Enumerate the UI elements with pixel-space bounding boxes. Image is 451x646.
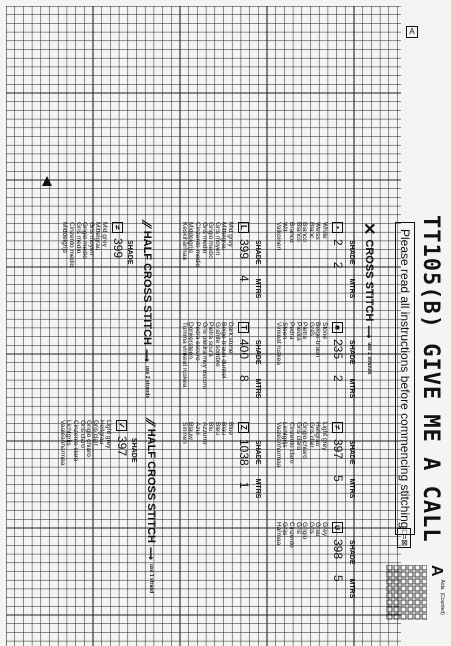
mtrs-column-label: MTRS: [254, 278, 261, 299]
shade-name: Gris piedra muy oscuro: [200, 322, 208, 390]
shade-name: Gris medio: [200, 222, 208, 254]
shade-symbol: ■: [333, 322, 344, 333]
shade-name: Hellgrau: [314, 422, 322, 447]
shade-name: Grey: [321, 522, 328, 537]
shade-number: 400: [237, 339, 251, 360]
shade-name: Grigio chiaro: [85, 420, 93, 457]
half-cross-left-shade-label: SHADE: [126, 240, 133, 265]
shade-metres: 1: [237, 481, 251, 489]
half-cross-left-row: [111, 222, 125, 258]
needle-icon: ⟿: [146, 546, 157, 560]
shade-name: Cinzento medio: [68, 222, 76, 268]
shade-name: Vinkeat ruskea: [274, 322, 282, 365]
cross-stitch-shade-block: [274, 422, 355, 498]
shade-name: Blauw: [187, 422, 195, 440]
shade-name: Grijs: [281, 522, 289, 536]
pattern-title: TT105(B) GIVE ME A CALL: [418, 215, 443, 543]
shade-name: Blanco: [294, 222, 302, 242]
shade-name: Harmaa: [274, 522, 282, 546]
cross-stitch-shade-block: [180, 222, 261, 298]
half-cross-right-strands-note: use 1 strand: [148, 563, 154, 594]
shade-name: Blu: [207, 422, 215, 432]
shade-name: Lichtgrijs: [65, 420, 73, 446]
cross-stitch-heading: CROSS STITCH: [363, 239, 375, 322]
shade-name: Light grey: [321, 422, 328, 451]
shade-name: Gris claro: [294, 422, 302, 450]
shade-metres: 2: [331, 261, 345, 269]
shade-name: Mid grey: [101, 222, 108, 247]
half-cross-right-row: [115, 420, 129, 456]
aida-letter: A: [428, 565, 445, 577]
shade-symbol: ∪: [333, 522, 344, 533]
shade-name: Middelgrijs: [187, 222, 195, 254]
shade-name: Light grey: [105, 420, 112, 449]
shade-name: Vaaleanharmaa: [58, 420, 66, 466]
shade-names: [180, 422, 233, 498]
half-cross-right-shade-label: SHADE: [130, 438, 137, 463]
shade-name: Beige-braun dunkel: [220, 322, 228, 379]
shade-name: Azzurro: [200, 422, 208, 445]
aida-block: [378, 565, 445, 621]
shade-metres: 2: [331, 375, 345, 382]
shade-name: Blau: [220, 422, 228, 436]
shade-symbol: T: [239, 322, 250, 333]
shade-name: Dark stone: [227, 322, 234, 354]
mtrs-column-label: MTRS: [348, 478, 355, 499]
mtrs-column-label: MTRS: [348, 578, 355, 599]
shade-name: Gris moyen: [213, 222, 221, 256]
shade-name: Grigio: [301, 522, 309, 540]
shade-name: Blue: [227, 422, 234, 436]
shade-names: [274, 422, 327, 498]
shade-name: Pedra escuro: [194, 322, 202, 361]
shade-symbol: ≠: [113, 222, 124, 233]
shade-name: Cinzento claro: [72, 420, 80, 462]
shade-name: Grigio medio: [207, 222, 215, 259]
shade-symbol: •: [333, 222, 344, 233]
shade-names: [274, 522, 327, 598]
shade-name: Granite sombre: [213, 322, 221, 367]
half-cross-right-names: [58, 420, 111, 465]
shade-name: Branco: [288, 222, 296, 243]
aida-label: Aida: [439, 579, 445, 590]
cross-stitch-shade-block: [180, 422, 261, 498]
shade-name: Gris medio: [74, 222, 82, 254]
shade-names: [180, 222, 233, 298]
shade-number: 235: [331, 339, 345, 360]
shade-name: Grès: [307, 322, 315, 337]
shade-name: Grigio chiaro: [301, 422, 309, 459]
shade-name: Middelgrijs: [61, 222, 69, 254]
shade-name: Steen: [281, 322, 289, 339]
shade-name: Cinzento medio: [194, 222, 202, 268]
cross-stitch-key-icon: □=⊠: [397, 528, 411, 548]
shade-column-label: SHADE: [348, 440, 355, 465]
shade-name: Tumma vinkeat ruskea: [180, 322, 188, 388]
needle-icon: ⟿: [142, 348, 153, 362]
shade-name: Donkersteen: [187, 322, 195, 359]
shade-name: Gris clair: [91, 420, 99, 446]
half-cross-left-names: [61, 222, 107, 267]
shade-name: Valkoinen: [274, 222, 282, 251]
chart-corner-mark: A: [406, 26, 418, 38]
shade-column-label: SHADE: [348, 540, 355, 565]
shade-name: Sininen: [180, 422, 188, 444]
shade-number: 2: [331, 239, 345, 246]
shade-name: Pietra: [301, 322, 309, 339]
shade-names: [180, 322, 233, 398]
shade-number: 397: [115, 436, 129, 457]
shade-name: Grau: [314, 522, 322, 537]
shade-name: Gris: [307, 522, 315, 534]
shade-number: 399: [237, 239, 251, 260]
shade-name: Hellgrau: [98, 420, 106, 445]
half-cross-left-icon: ∕∕: [139, 222, 155, 227]
mtrs-column-label: MTRS: [348, 378, 355, 399]
shade-name: Vaaleanharmaa: [274, 422, 282, 468]
shade-name: Gris moyen: [87, 222, 95, 256]
shade-name: Pedra: [288, 322, 296, 340]
shade-column-label: SHADE: [254, 440, 261, 465]
cross-stitch-icon: ✕: [360, 222, 377, 236]
half-cross-left-strands-note: use 2 strands: [144, 365, 150, 399]
needle-icon: ⟿: [364, 325, 375, 339]
shade-name: Bleu: [213, 422, 221, 436]
shade-symbol: ≠: [333, 422, 344, 433]
shade-name: Azul: [194, 422, 202, 435]
half-cross-left-heading: HALF CROSS STITCH: [141, 230, 153, 345]
aida-fabric-icon: [383, 565, 427, 621]
mtrs-column-label: MTRS: [254, 378, 261, 399]
shade-name: Cinzento claro: [288, 422, 296, 464]
shade-name: Bianco: [301, 222, 309, 242]
mtrs-column-label: MTRS: [348, 278, 355, 299]
shade-symbol: Z: [239, 422, 250, 433]
shade-name: Mid grey: [227, 222, 234, 247]
shade-name: Pietra scura: [207, 322, 215, 357]
cross-stitch-shade-block: [274, 522, 355, 598]
shade-name: Keskiharmaa: [180, 222, 188, 260]
shade-name: Cinzento: [288, 522, 296, 548]
shade-metres: 4: [237, 275, 251, 282]
shade-symbol: L: [239, 222, 250, 233]
shade-number: 397: [331, 439, 345, 460]
instructions-banner: Please read all instructions before commencing stitching: [395, 222, 415, 535]
shade-number: 1038: [237, 439, 251, 466]
half-cross-left-header: [139, 222, 155, 398]
shade-metres: 5: [331, 575, 345, 582]
aida-sublabel: (Counted): [439, 592, 445, 615]
shade-names: [274, 322, 327, 398]
shade-column-label: SHADE: [254, 340, 261, 365]
cross-stitch-header: [359, 222, 379, 374]
shade-name: Mittelgrau: [94, 222, 102, 251]
shade-name: Gris claro: [78, 420, 86, 448]
shade-name: Wit: [281, 222, 289, 232]
mtrs-column-label: MTRS: [254, 478, 261, 499]
shade-name: Gris: [294, 522, 302, 534]
shade-name: Gris clair: [307, 422, 315, 448]
shade-names: [274, 222, 327, 298]
half-cross-right-icon: ∕∕: [143, 420, 159, 425]
shade-number: 399: [111, 238, 125, 259]
shade-name: Blanc: [307, 222, 315, 239]
shade-name: Grigio medio: [81, 222, 89, 259]
cross-stitch-shade-block: [180, 322, 261, 398]
shade-column-label: SHADE: [348, 340, 355, 365]
shade-name: White: [321, 222, 328, 239]
shade-name: Stone: [321, 322, 328, 339]
shade-number: 398: [331, 539, 345, 560]
cross-stitch-shade-block: [274, 322, 355, 398]
cross-stitch-shade-block: [274, 222, 355, 298]
shade-column-label: SHADE: [348, 240, 355, 265]
shade-metres: 8: [237, 375, 251, 382]
shade-name: Mittelgrau: [220, 222, 228, 251]
shade-metres: 5: [331, 475, 345, 482]
shade-column-label: SHADE: [254, 240, 261, 265]
half-cross-right-header: [143, 420, 159, 593]
shade-name: Beige-braun: [314, 322, 322, 358]
cross-stitch-strands-note: use 2 strands: [366, 342, 372, 375]
shade-symbol: ✓: [117, 420, 128, 431]
shade-name: Piedra: [294, 322, 302, 341]
shade-name: Weiss: [314, 222, 322, 240]
half-cross-right-heading: HALF CROSS STITCH: [145, 428, 157, 543]
shade-name: Lichtgrijs: [281, 422, 289, 448]
